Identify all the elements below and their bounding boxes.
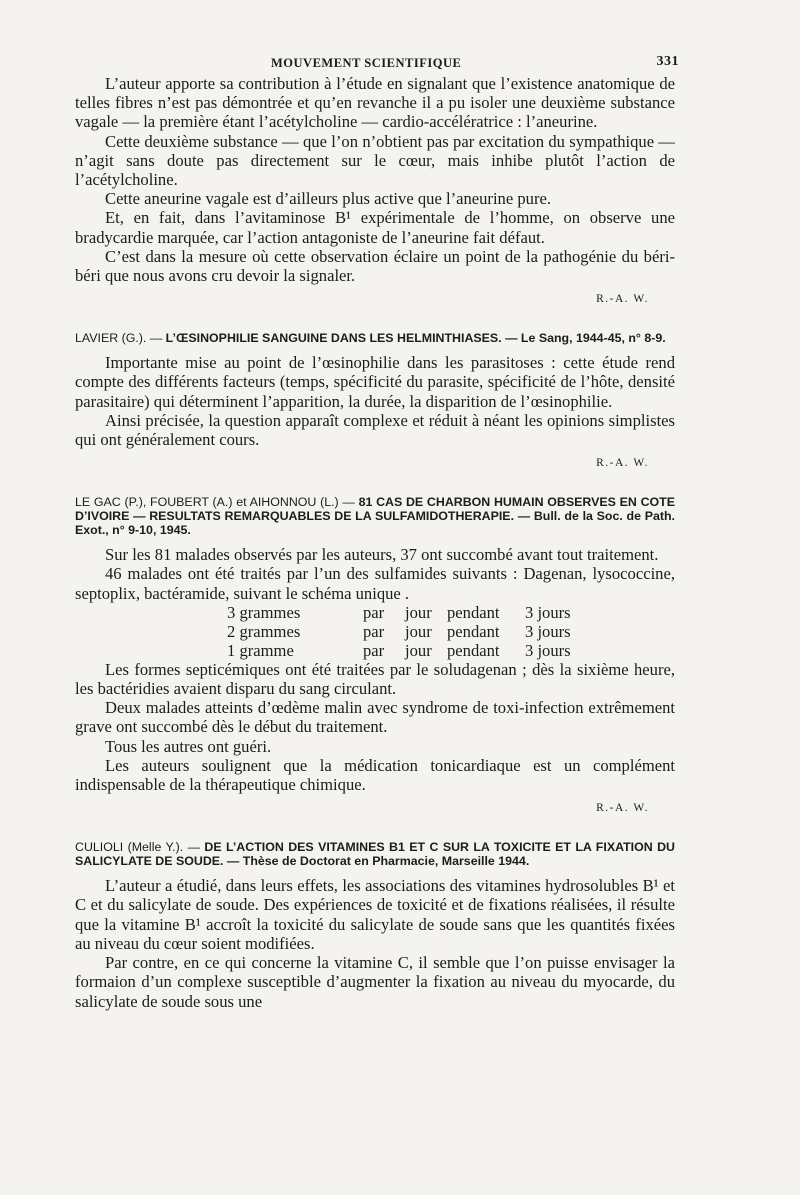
review-authors: LE GAC (P.), FOUBERT (A.) et AIHONNOU (L.) — bbox=[75, 495, 355, 510]
review-heading bbox=[75, 331, 675, 345]
journal-page bbox=[75, 52, 679, 1011]
running-head-title: MOUVEMENT SCIENTIFIQUE bbox=[271, 56, 462, 70]
review-reference: Le Sang, 1944-45, n° 8-9. bbox=[520, 331, 666, 346]
dose-word: pendant bbox=[447, 621, 500, 641]
dose-word: jour bbox=[405, 602, 432, 622]
dose-word: par bbox=[363, 640, 385, 660]
dose-amount: 3 grammes bbox=[227, 602, 301, 622]
review-title: L’ŒSINOPHILIE SANGUINE DANS LES HELMINTHIASES. — bbox=[165, 331, 518, 346]
review-authors: LAVIER (G.). — bbox=[75, 331, 163, 346]
paragraph: Par contre, en ce qui concerne la vitamine C, il semble que l’on puisse envisager la formaion d’un complexe susceptible d’augmenter la fixation au niveau du myocarde, du salicylate de soude sous une bbox=[75, 953, 675, 1011]
review-title: DE L’ACTION DES VITAMINES B1 ET C SUR LA TOXICITE ET LA FIXATION DU SALICYLATE DE SOUDE. — bbox=[75, 840, 675, 869]
dose-duration: 3 jours bbox=[525, 602, 571, 622]
paragraph: L’auteur a étudié, dans leurs effets, les associations des vitamines hydrosolubles B¹ et C et du salicylate de soude. Des expériences de toxicité et de fixations réalisées, il résulte que la vitamine B¹ accroît la toxicité du salicylate de soude sans que les quantités fixées au niveau du cœur soient modifiées. bbox=[75, 876, 675, 953]
review-reference: Thèse de Doctorat en Pharmacie, Marseille 1944. bbox=[242, 854, 530, 869]
review-title: 81 CAS DE CHARBON HUMAIN OBSERVES EN COTE D’IVOIRE — RESULTATS REMARQUABLES DE LA SULFAMIDOTHERAPIE. — bbox=[75, 495, 676, 524]
dose-duration: 3 jours bbox=[525, 640, 571, 660]
dose-word: jour bbox=[405, 621, 432, 641]
review-heading bbox=[75, 495, 675, 537]
paragraph: Les formes septicémiques ont été traitées par le soludagenan ; dès la sixième heure, les bactéridies avaient disparu du sang circulant. bbox=[75, 659, 675, 699]
paragraph: Cette aneurine vagale est d’ailleurs plus active que l’aneurine pure. bbox=[105, 189, 551, 209]
review-lavier bbox=[75, 331, 675, 469]
reviewer-signature: R.-A. W. bbox=[596, 802, 649, 815]
dosage-schedule bbox=[75, 603, 675, 660]
dosage-line bbox=[75, 603, 675, 622]
paragraph: Ainsi précisée, la question apparaît complexe et réduit à néant les opinions simplistes qui ont généralement cours. bbox=[75, 410, 675, 450]
paragraph: Et, en fait, dans l’avitaminose B¹ expérimentale de l’homme, on observe une bradycardie marquée, car l’action antagoniste de l’aneurine fait défaut. bbox=[75, 208, 675, 247]
review-heading bbox=[75, 840, 675, 868]
reviewer-signature: R.-A. W. bbox=[596, 293, 649, 306]
page-number: 331 bbox=[656, 54, 679, 69]
dose-word: pendant bbox=[447, 602, 500, 622]
paragraph: Tous les autres ont guéri. bbox=[105, 736, 272, 756]
paragraph: 46 malades ont été traités par l’un des sulfamides suivants : Dagenan, lysococcine, septoplix, bactéramide, suivant le schéma unique . bbox=[75, 564, 675, 603]
dose-amount: 2 grammes bbox=[227, 621, 301, 641]
review-le-gac bbox=[75, 495, 675, 814]
review-culioli bbox=[75, 840, 675, 1010]
paragraph: Deux malades atteints d’œdème malin avec syndrome de toxi-infection extrêmement grave ont succombé dès le début du traitement. bbox=[75, 698, 675, 737]
dose-word: jour bbox=[405, 640, 432, 660]
dosage-line bbox=[75, 641, 675, 660]
running-head bbox=[75, 52, 679, 74]
paragraph: L’auteur apporte sa contribution à l’étude en signalant que l’existence anatomique de telles fibres n’est pas démontrée et qu’en revanche il a pu isoler une deuxième substance vagale — la première étant l’acétylcholine — cardio-accélératrice : l’aneurine. bbox=[75, 74, 675, 132]
paragraph: C’est dans la mesure où cette observation éclaire un point de la pathogénie du béri-béri que nous avons cru devoir la signaler. bbox=[75, 246, 675, 286]
paragraph: Sur les 81 malades observés par les auteurs, 37 ont succombé avant tout traitement. bbox=[105, 545, 659, 565]
dose-word: par bbox=[363, 602, 385, 622]
reviewer-signature: R.-A. W. bbox=[596, 457, 649, 470]
review-reference: Bull. de la Soc. de Path. Exot., n° 9-10, 1945. bbox=[75, 509, 675, 538]
dose-amount: 1 gramme bbox=[227, 640, 294, 660]
review-authors: CULIOLI (Melle Y.). — bbox=[75, 840, 200, 855]
dose-duration: 3 jours bbox=[525, 621, 571, 641]
paragraph: Importante mise au point de l’œsinophilie dans les parasitoses : cette étude rend compte des différents facteurs (temps, spécificité du parasite, spécificité de l’hôte, densité parasitaire) qui déterminent l’apparition, la durée, la disparition de l’œsinophilie. bbox=[75, 353, 675, 411]
dose-word: pendant bbox=[447, 640, 500, 660]
paragraph: Les auteurs soulignent que la médication tonicardiaque est un complément indispensable de la thérapeutique chimique. bbox=[75, 755, 675, 795]
dose-word: par bbox=[363, 621, 385, 641]
paragraph: Cette deuxième substance — que l’on n’obtient pas par excitation du sympathique — n’agit sans doute pas directement sur le cœur, mais inhibe plutôt l’action de l’acétylcholine. bbox=[75, 131, 675, 190]
dosage-line bbox=[75, 622, 675, 641]
intro-review-continuation bbox=[75, 74, 675, 305]
